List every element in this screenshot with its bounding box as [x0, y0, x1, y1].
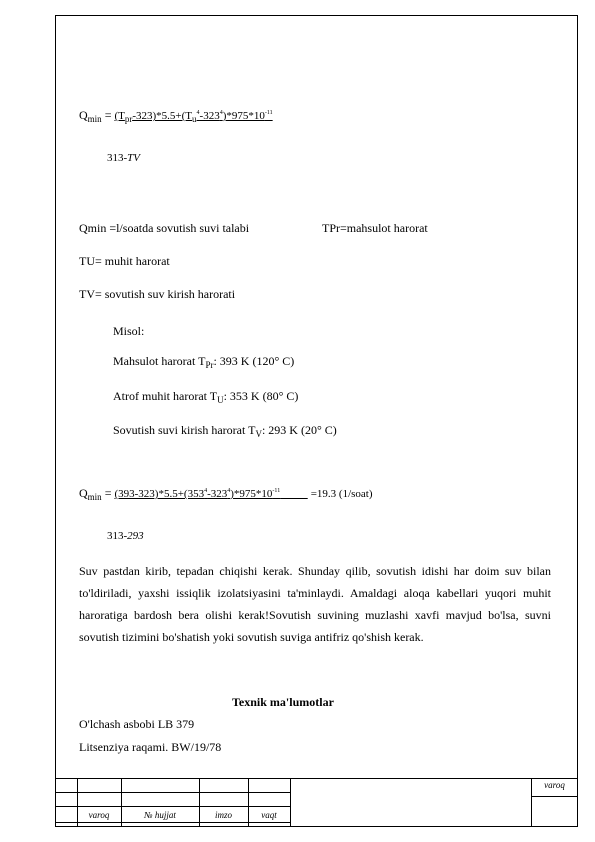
example-product-temp: Mahsulot harorat $T_{Pr}$: 393 K (120° C) — [113, 354, 295, 370]
example-ambient-temp: Atrof muhit harorat $T_U$: 353 K (80° C) — [113, 389, 299, 405]
footer-col-hujjat: № hujjat — [144, 810, 176, 820]
tech-device: O'lchash asbobi LB 379 — [79, 717, 195, 731]
formula-2-numerator: $Q_{min} = (393-323)*5.5+(353^4-323^4)*975*10^{-11}$ =19.3 (1/soat) — [79, 486, 373, 502]
footer-col-vaqt: vaqt — [261, 810, 277, 820]
footer-stamp-table — [55, 778, 578, 827]
tech-license: Litsenziya raqami. BW/19/78 — [79, 740, 222, 754]
example-title: Misol: — [113, 324, 145, 338]
body-paragraph: Suv pastdan kirib, tepadan chiqishi kerak. Shunday qilib, sovutish idishi har doim suv bilan to'ldiriladi, yaxshi issiqlik izolatsiyasini ta'minlaydi. Amaldagi aloqa kabellari yuqori muhit haroratiga bardosh bera olishi kerak!Sovutish suvining muzlashi xavfi mavjud bo'lsa, suvni sovutish tizimini bo'shatish yoki sovutish suviga antifriz qo'shish kerak. — [79, 564, 551, 644]
definition-tv: TV= sovutish suv kirish harorati — [79, 287, 236, 301]
footer-varoq-label: varoq — [544, 780, 565, 790]
footer-col-imzo: imzo — [214, 810, 232, 820]
section-heading: Texnik ma'lumotlar — [232, 695, 334, 709]
footer-col-varoq: varoq — [88, 810, 110, 820]
definition-tu: TU= muhit harorat — [79, 254, 170, 268]
definition-tpr: TPr=mahsulot harorat — [322, 221, 428, 235]
example-coolant-temp: Sovutish suvi kirish harorat $T_V$: 293 K (20° C) — [113, 423, 337, 439]
formula-1-numerator: $Q_{min} = (T_{pr}-323)*5.5+(T_u^4-323^4)*975*10^{-11}$ — [79, 108, 273, 124]
formula-2-result: =19.3 (1/soat) — [310, 488, 373, 500]
definition-qmin: Qmin =l/soatda sovutish suvi talabi — [79, 221, 250, 235]
formula-2-denominator: 313-293 — [107, 530, 144, 542]
formula-1-denominator: 313-TV — [107, 152, 141, 164]
